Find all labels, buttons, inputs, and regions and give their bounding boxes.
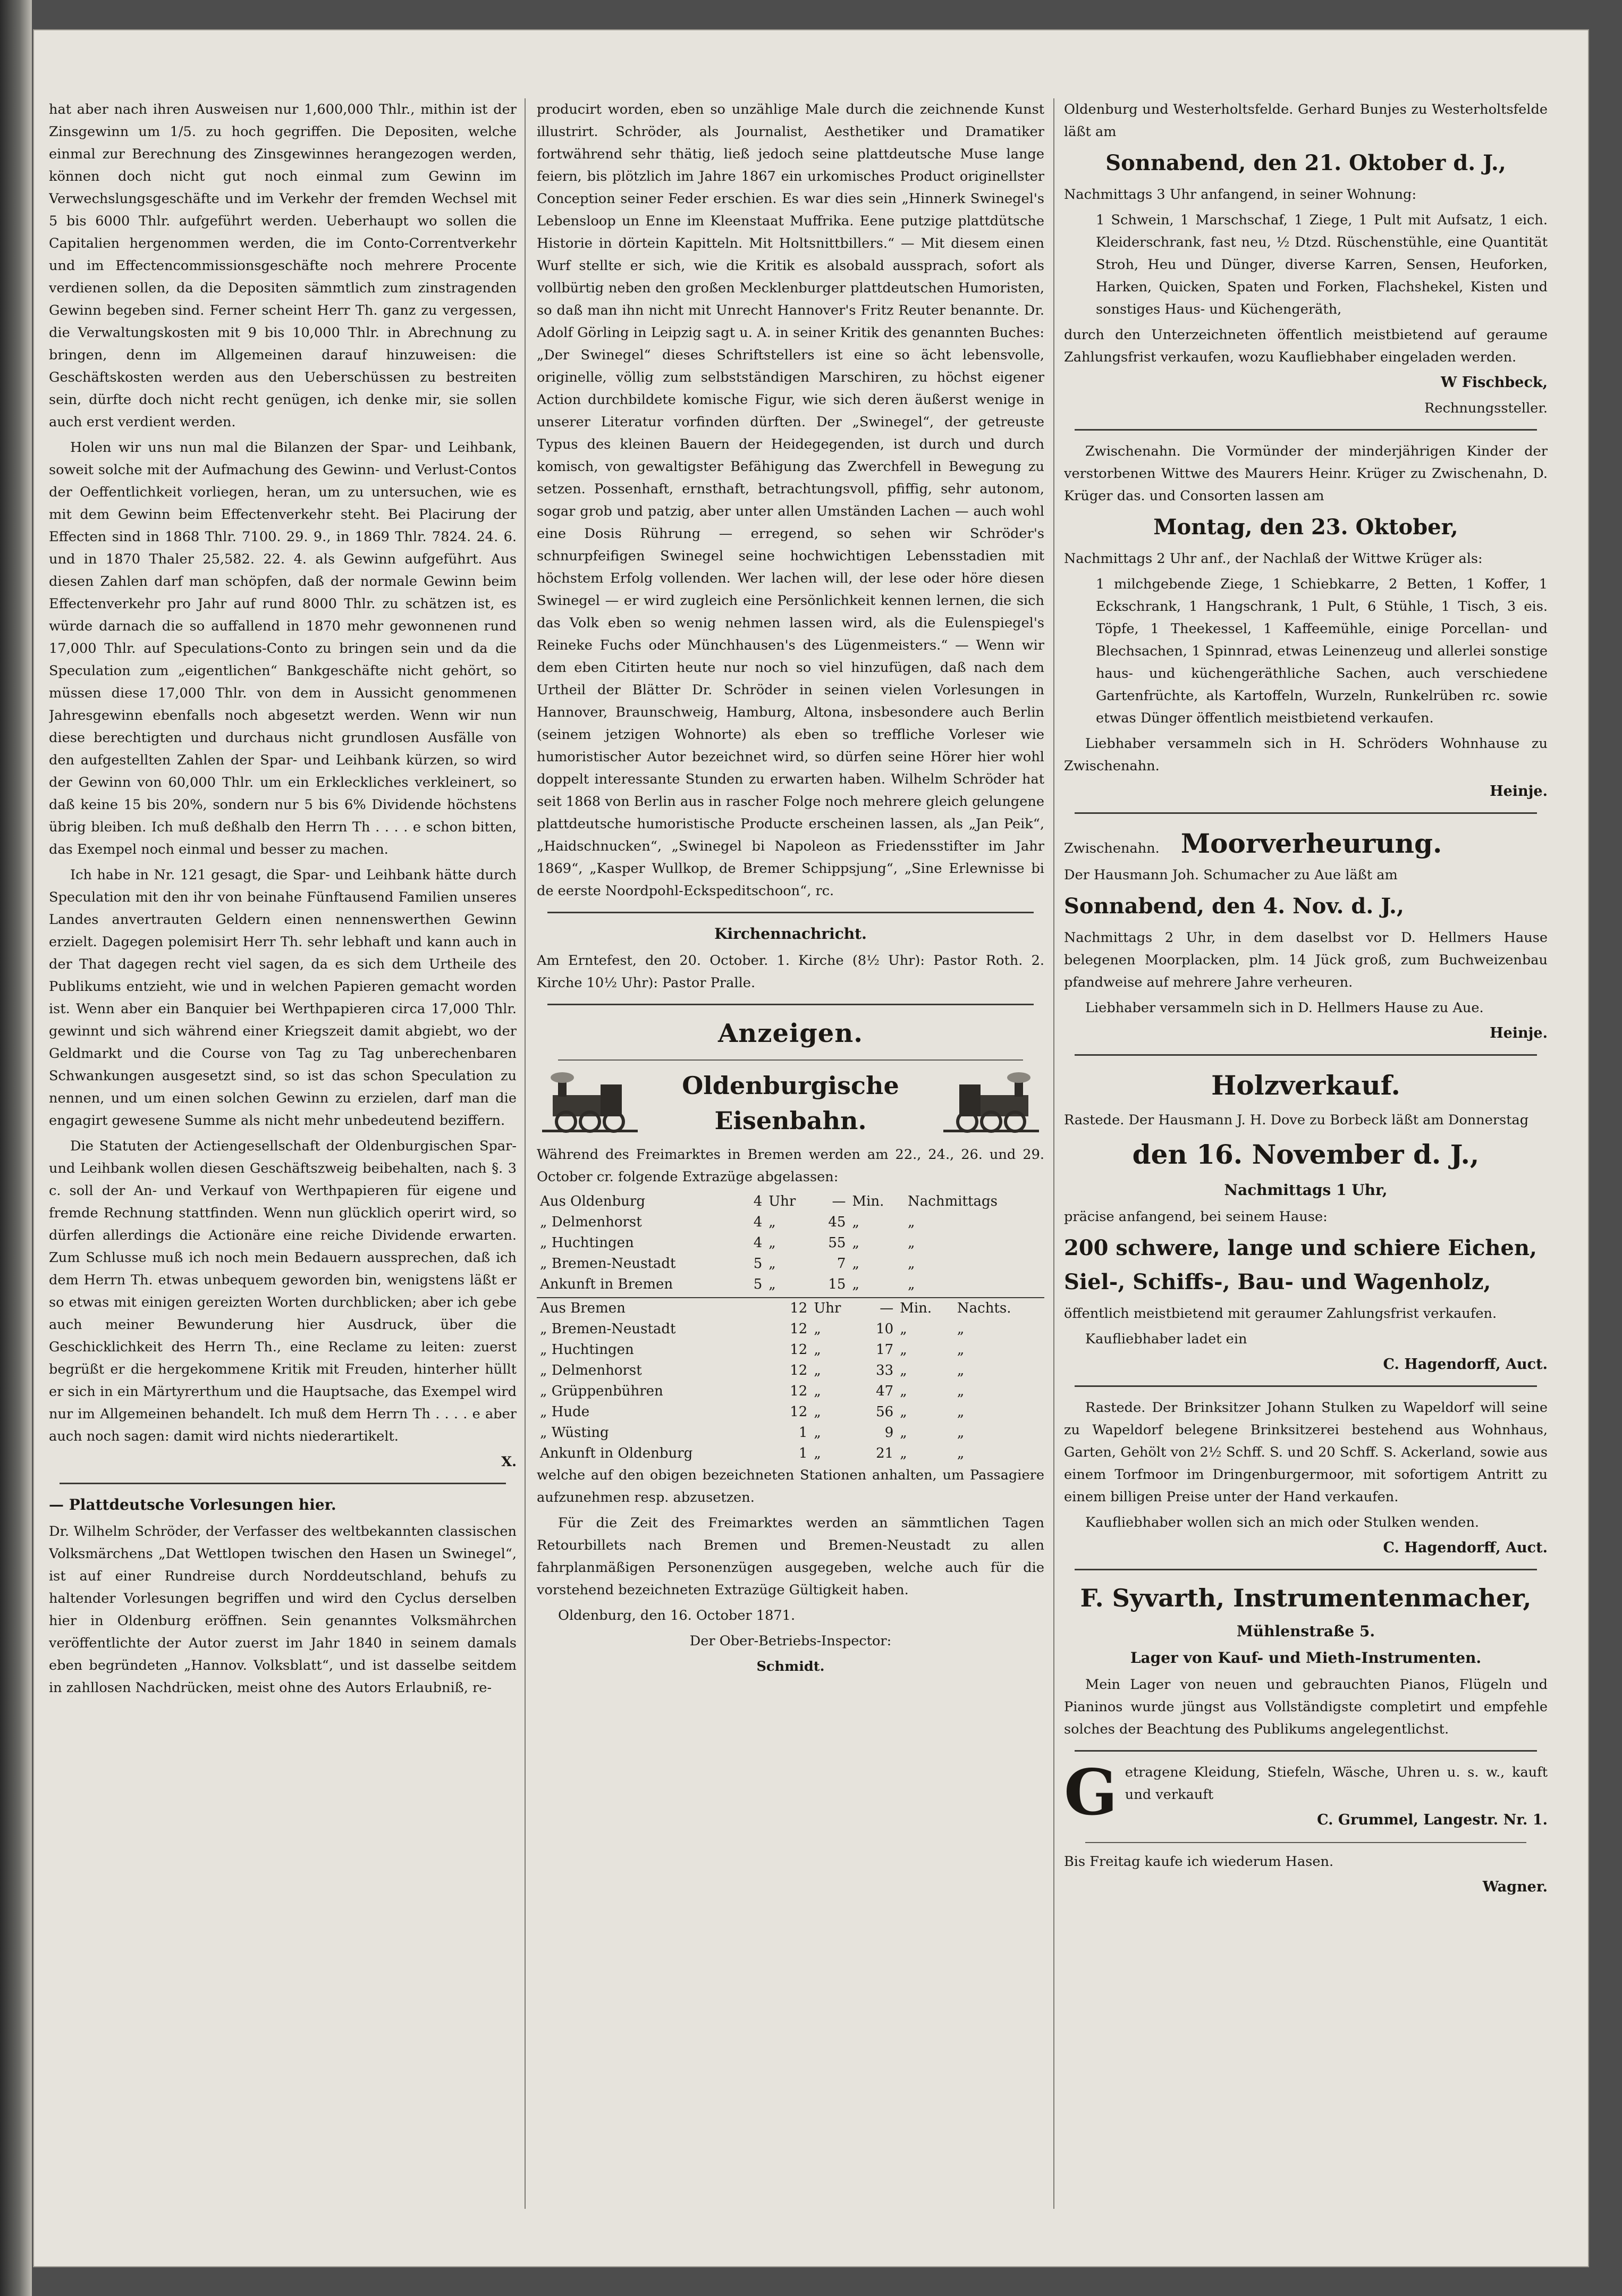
- ad-text: Bis Freitag kaufe ich wiederum Hasen.: [1064, 1854, 1334, 1870]
- station-cell: „ Grüppenbühren: [540, 1383, 663, 1399]
- ad-divider: [1075, 1385, 1537, 1387]
- timetable-row: [537, 1402, 1044, 1423]
- ad-divider: [1075, 1750, 1537, 1752]
- time-cell: „: [768, 1214, 776, 1230]
- article-paragraph: producirt worden, eben so unzählige Male durch die zeichnende Kunst illustrirt. Schröder, als Journalist, Aesthetiker und Dramatiker fortwährend sehr thätig, ließ jedoch seine plattdeutsche Muse lange feiern, bis plötzlich im Jahre 1867 ein urkomisches Product originellster Conception seiner Feder erschien. Es war dies sein „Hinnerk Swinegel's Lebensloop un Enne im Kleenstaat Muffrika. Eene putzige plattdütsche Historie in dörtein Kapitteln. Mit Holtsnittbillers.“ — Mit diesem einen Wurf stellte er sich, wie die Kritik es alsobald aussprach, sofort als vollbürtig neben den großen Mecklenburger plattdeutschen Humoristen, so daß man ihn nicht mit Unrecht Hannover's Fritz Reuter benannte. Dr. Adolf Görling in Leipzig sagt u. A. in seiner Kritik des genannten Buches: „Der Swinegel“ dieses Schriftstellers ist eine so ächt lebensvolle, originelle, völlig zum selbstständigen Marschiren, zu höchst eigener Action durchbildete komische Figur, wie sich deren äußerst wenige in unserer Literatur vorfinden dürften. Der „Swinegel“, der getreuste Typus des kleinen Bauern der Heidegegenden, ist durch und durch komisch, von gewaltigster Befähigung das Zwerchfell in Bewegung zu setzen. Possenhaft, ernsthaft, betrachtungsvoll, pfiffig, sehr autonom, sogar grob und patzig, aber unter allen Umständen Lachen — auch wohl eine Dosis Rührung — erregend, so sehen wir Schröder's schnurpfeifigen Swinegel seine hochwichtigen Lebensstadien mit höchstem Erfolg vollenden. Wer lachen will, der lese oder höre diesen Swinegel — er wird zugleich eine Persönlichkeit kennen lernen, die sich das Volk eben so wenig nehmen lassen wird, als die Eulenspiegel's Reineke Fuchs oder Münchhausen's des Lügenmeisters.“ — Wenn wir dem eben Citirten heute nur noch so viel hinzufügen, daß nach dem Urtheil der Blätter Dr. Schröder in seinen vielen Vorlesungen in Hannover, Braunschweig, Hamburg, Altona, insbesondere auch Berlin (seinem jetzigen Wohnorte) als eben so treffliche Vorleser wie humoristischer Autor bezeichnet wird, so dürfen seine Hörer hier wohl doppelt interessante Stunden zu erwarten haben. Wilhelm Schröder hat seit 1868 von Berlin aus in rascher Folge noch mehrere gleich gelungene plattdeutsche humoristische Producte erscheinen lassen, als „Jan Peik“, „Haidschnucken“, „Swinegel bi Napoleon as Friedensstifter im Jahr 1869“, „Kasper Wullkop, de Bremer Schippsjung“, „Sine Erlewnisse bi de eerste Noordpohl-Eckspeditschoon“, rc.: [537, 102, 1044, 899]
- time-cell: 15: [828, 1276, 846, 1292]
- station-cell: Ankunft in Oldenburg: [540, 1445, 693, 1461]
- ad-divider: [1075, 429, 1537, 431]
- ad-date: Sonnabend, den 21. Oktober d. J.,: [1105, 150, 1506, 175]
- ad-divider: [1075, 812, 1537, 814]
- time-cell: „: [957, 1321, 965, 1337]
- ad-signature: W Fischbeck,: [1440, 374, 1548, 391]
- ad-signature: Wagner.: [1482, 1879, 1548, 1895]
- ad-items: 200 schwere, lange und schiere Eichen, Siel-, Schiffs-, Bau- und Wagenholz,: [1064, 1235, 1537, 1294]
- time-cell: 21: [876, 1445, 894, 1461]
- ad-text: präcise anfangend, bei seinem Hause:: [1064, 1209, 1328, 1225]
- time-cell: „: [957, 1342, 965, 1358]
- article-paragraph: Dr. Wilhelm Schröder, der Verfasser des weltbekannten classischen Volksmärchens „Dat Wettlopen twischen den Hasen un Swinegel“, ist auf einer Rundreise durch Norddeutschland, behufs zu haltender Vorlesungen begriffen und wird den Cyclus derselben hier in Oldenburg eröffnen. Sein genanntes Volksmährchen veröffentlichte der Autor zuerst im Jahr 1840 in seinem damals eben begründeten „Hannov. Volksblatt“, und ist dasselbe seitdem in zahllosen Nachdrücken, meist ohne des Autors Erlaubniß, re-: [49, 1524, 517, 1696]
- time-cell: „: [852, 1276, 859, 1292]
- ad-divider: [1075, 1569, 1537, 1570]
- locomotive-icon: [938, 1071, 1044, 1135]
- time-cell: Min.: [897, 1298, 954, 1319]
- time-cell: Min.: [852, 1193, 884, 1209]
- time-cell: 33: [876, 1363, 894, 1378]
- station-cell: „ Huchtingen: [540, 1342, 634, 1358]
- time-cell: „: [768, 1235, 776, 1251]
- ad-text: durch den Unterzeichneten öffentlich meistbietend auf geraume Zahlungsfrist verkaufen, wozu Kaufliebhaber eingeladen werden.: [1064, 327, 1548, 365]
- time-cell: „: [814, 1425, 821, 1441]
- station-cell: „ Wüsting: [540, 1425, 609, 1441]
- station-cell: „ Bremen-Neustadt: [540, 1321, 676, 1337]
- time-cell: 12: [790, 1383, 808, 1399]
- ad-date: Montag, den 23. Oktober,: [1153, 515, 1458, 540]
- time-cell: „: [957, 1363, 965, 1378]
- railway-intro: Während des Freimarktes in Bremen werden am 22., 24., 26. und 29. October cr. folgende Extrazüge abgelassen:: [537, 1147, 1044, 1185]
- ad-items: 1 Schwein, 1 Marschschaf, 1 Ziege, 1 Pult mit Aufsatz, 1 eich. Kleiderschrank, fast neu, ½ Dtzd. Rüschenstühle, eine Quantität Stroh, Heu und Dünger, diverse Karren, Sensen, Heuforken, Harken, Quicken, Spaten und Forken, Flachshekel, Kisten und sonstiges Haus- und Küchengeräth,: [1096, 212, 1548, 317]
- church-notice-title: Kirchennachricht.: [714, 925, 867, 943]
- column-rule: [525, 98, 526, 2209]
- station-cell: Aus Oldenburg: [540, 1193, 645, 1209]
- section-divider: [558, 1059, 1023, 1061]
- timetable-row: [537, 1274, 1044, 1295]
- locomotive-icon: [537, 1071, 643, 1135]
- ad-text: Kaufliebhaber ladet ein: [1085, 1331, 1247, 1347]
- article-signature: X.: [501, 1454, 517, 1470]
- column-left: [49, 98, 517, 2209]
- time-cell: „: [814, 1404, 821, 1420]
- ad-text: etragene Kleidung, Stiefeln, Wäsche, Uhren u. s. w., kauft und verkauft: [1125, 1764, 1548, 1803]
- time-cell: Uhr: [768, 1193, 796, 1209]
- timetable-row: [537, 1298, 1044, 1319]
- ad-signature-role: Rechnungssteller.: [1424, 400, 1548, 416]
- time-cell: „: [814, 1445, 821, 1461]
- time-cell: 9: [884, 1425, 894, 1441]
- time-cell: „: [957, 1425, 965, 1441]
- ad-text: Zwischenahn. Die Vormünder der minderjährigen Kinder der verstorbenen Wittwe des Maurers Heinr. Krüger zu Zwischenahn, D. Krüger das. und Consorten lassen am: [1064, 443, 1548, 504]
- time-cell: „: [852, 1214, 859, 1230]
- time-cell: —: [832, 1193, 846, 1209]
- time-cell: Nachts.: [954, 1298, 1044, 1319]
- time-cell: 12: [790, 1342, 808, 1358]
- time-cell: „: [814, 1383, 821, 1399]
- ad-divider: [1075, 1054, 1537, 1056]
- time-cell: 7: [837, 1256, 846, 1272]
- time-cell: „: [957, 1383, 965, 1399]
- station-cell: „ Hude: [540, 1404, 590, 1420]
- ad-text: Mein Lager von neuen und gebrauchten Pianos, Flügeln und Pianinos wurde jüngst aus Vollständigste completirt und empfehle solches der Beachtung des Publikums angelegentlichst.: [1064, 1677, 1548, 1737]
- ad-text: Nachmittags 2 Uhr, in dem daselbst vor D. Hellmers Hause belegenen Moorplacken, plm. 14 Jück groß, zum Buchweizenbau pfandweise auf mehrere Jahre verheuren.: [1064, 930, 1548, 990]
- ad-text: Rastede. Der Hausmann J. H. Dove zu Borbeck läßt am Donnerstag: [1064, 1112, 1529, 1128]
- timetable-row: [537, 1319, 1044, 1340]
- ad-time: Nachmittags 1 Uhr,: [1224, 1181, 1388, 1199]
- timetable-row: [537, 1360, 1044, 1381]
- timetable-return: [537, 1297, 1044, 1464]
- time-cell: „: [852, 1235, 859, 1251]
- time-cell: „: [957, 1445, 965, 1461]
- time-cell: 56: [876, 1404, 894, 1420]
- station-cell: „ Delmenhorst: [540, 1214, 642, 1230]
- time-cell: 47: [876, 1383, 894, 1399]
- ad-items: 1 milchgebende Ziege, 1 Schiebkarre, 2 Betten, 1 Koffer, 1 Eckschrank, 1 Hangschrank, 1 Pult, 6 Stühle, 1 Tisch, 3 eis. Töpfe, 1 Theekessel, 1 Kaffeemühle, einige Porcellan- und Blechsachen, 1 Spinnrad, etwas Leinenzeug und allerlei sonstige haus- und küchengeräthliche Sachen, auch verschiedene Gartenfrüchte, als Kartoffeln, Wurzeln, Runkelrüben rc. sowie etwas Dünger öffentlich meistbietend verkaufen.: [1096, 576, 1548, 726]
- article-paragraph: hat aber nach ihren Ausweisen nur 1,600,000 Thlr., mithin ist der Zinsgewinn um 1/5. zu hoch gegriffen. Die Depositen, welche einmal zur Berechnung des Zinsgewinnes herangezogen werden, können doch nicht gut noch einmal zum Gewinn im Verwechslungsgeschäfte und im Verkehr der fremden Wechsel mit 5 bis 6000 Thlr. aufgeführt werden. Ueberhaupt wo sollen die Capitalien hergenommen werden, die im Conto-Correntverkehr und im Effectencommissionsgeschäfte noch mehrere Procente verdienen sollen, da die Depositen sämmtlich zum zinstragenden Gewinn begeben sind. Ferner scheint Herr Th. ganz zu vergessen, die Verwaltungskosten mit 9 bis 10,000 Thlr. in Abrechnung zu bringen, denn im Allgemeinen darauf hinzuweisen: die Geschäftskosten werden aus den Ueberschüssen zu bestreiten sein, dürfte doch nicht recht genügen, ich denke mir, sie sollen auch erst verdient werden.: [49, 102, 517, 430]
- timetable-row: [537, 1423, 1044, 1443]
- ad-title: Moorverheurung.: [1180, 828, 1442, 859]
- time-cell: „: [900, 1321, 907, 1337]
- ad-subtitle: Lager von Kauf- und Mieth-Instrumenten.: [1130, 1649, 1482, 1667]
- section-divider: [547, 912, 1034, 913]
- ad-text: Der Hausmann Joh. Schumacher zu Aue läßt am: [1064, 867, 1398, 883]
- ad-text: Liebhaber versammeln sich in D. Hellmers Hause zu Aue.: [1085, 1000, 1484, 1016]
- time-cell: 5: [753, 1256, 763, 1272]
- time-cell: „: [900, 1425, 907, 1441]
- ad-heading-row: [1064, 823, 1548, 864]
- time-cell: „: [908, 1235, 915, 1251]
- time-cell: „: [768, 1256, 776, 1272]
- station-cell: Ankunft in Bremen: [540, 1276, 673, 1292]
- section-divider: [60, 1483, 506, 1484]
- ad-address: Mühlenstraße 5.: [1236, 1622, 1375, 1640]
- timetable-outbound: [537, 1191, 1044, 1295]
- time-cell: 12: [790, 1363, 808, 1378]
- time-cell: 12: [790, 1321, 808, 1337]
- station-cell: „ Huchtingen: [540, 1235, 634, 1251]
- time-cell: 4: [753, 1214, 763, 1230]
- ad-title: F. Syvarth, Instrumentenmacher,: [1080, 1584, 1532, 1612]
- ad-signature: C. Hagendorff, Auct.: [1383, 1356, 1548, 1373]
- time-cell: 5: [753, 1276, 763, 1292]
- railway-note: Für die Zeit des Freimarktes werden an sämmtlichen Tagen Retourbillets nach Bremen und Bremen-Neustadt zu allen fahrplanmäßigen Personenzügen ausgegeben, welche auch für die vorstehend bezeichneten Extrazüge Gültigkeit haben.: [537, 1515, 1044, 1598]
- time-cell: 4: [753, 1193, 763, 1209]
- timetable-row: [537, 1381, 1044, 1402]
- book-binding: [0, 0, 32, 2296]
- article-heading: — Plattdeutsche Vorlesungen hier.: [49, 1496, 336, 1513]
- church-notice-text: Am Erntefest, den 20. October. 1. Kirche (8½ Uhr): Pastor Roth. 2. Kirche 10½ Uhr): Pastor Pralle.: [537, 953, 1044, 991]
- ad-signature: Heinje.: [1490, 1025, 1548, 1041]
- railway-signature-role: Der Ober-Betriebs-Inspector:: [689, 1633, 892, 1649]
- time-cell: 17: [876, 1342, 894, 1358]
- time-cell: 1: [798, 1445, 808, 1461]
- time-cell: „: [852, 1256, 859, 1272]
- time-cell: 4: [753, 1235, 763, 1251]
- time-cell: 12: [790, 1404, 808, 1420]
- station-cell: „ Bremen-Neustadt: [540, 1256, 676, 1272]
- ad-initial: G: [1064, 1761, 1118, 1829]
- time-cell: „: [908, 1214, 915, 1230]
- ad-text: Nachmittags 2 Uhr anf., der Nachlaß der Wittwe Krüger als:: [1064, 551, 1483, 567]
- article-paragraph: Holen wir uns nun mal die Bilanzen der Spar- und Leihbank, soweit solche mit der Aufmachung des Gewinn- und Verlust-Contos der Oeffentlichkeit vorliegen, heran, um zu untersuchen, wie es mit dem Gewinn beim Effectenverkehr steht. Bei Placirung der Effecten sind in 1868 Thlr. 7100. 29. 9., in 1869 Thlr. 7824. 24. 6. und in 1870 Thaler 25,582. 22. 4. als Gewinn aufgeführt. Aus diesen Zahlen darf man schöpfen, daß der normale Gewinn beim Effectenverkehr pro Jahr auf rund 8000 Thlr. zu schätzen ist, es würde darnach die so auffallend in 1870 mehr gewonnenen rund 17,000 Thlr. auf Speculations-Conto zu bringen sein und da die Speculation zum „eigentlichen“ Bankgeschäfte nicht gehört, so müssen diese 17,000 Thlr. von dem in Aussicht genommenen Jahresgewinn ebenfalls noch abgesetzt werden. Wenn wir nun diese berechtigten und durchaus nicht grundlosen Ausfälle von den aufgestellten Zahlen der Spar- und Leihbank kürzen, so wird der Gewinn von 60,000 Thlr. um ein Erkleckliches verkleinert, so daß keine 15 bis 20%, sondern nur 5 bis 6% Dividende höchstens übrig bleiben. Ich muß deßhalb den Herrn Th . . . . e schon bitten, das Exempel noch einmal und besser zu machen.: [49, 440, 517, 857]
- column-rule: [1053, 98, 1054, 2209]
- time-cell: 1: [798, 1425, 808, 1441]
- time-cell: —: [861, 1298, 897, 1319]
- timetable-row: [537, 1191, 1044, 1212]
- ad-signature: C. Grummel, Langestr. Nr. 1.: [1317, 1812, 1548, 1828]
- ad-text: Oldenburg und Westerholtsfelde. Gerhard Bunjes zu Westerholtsfelde läßt am: [1064, 102, 1548, 140]
- time-cell: „: [900, 1404, 907, 1420]
- time-cell: „: [900, 1342, 907, 1358]
- ad-text: öffentlich meistbietend mit geraumer Zahlungsfrist verkaufen.: [1064, 1306, 1497, 1322]
- advertisements-heading: Anzeigen.: [718, 1019, 863, 1048]
- time-cell: „: [900, 1445, 907, 1461]
- ad-place: Zwischenahn.: [1064, 840, 1160, 856]
- time-cell: „: [900, 1363, 907, 1378]
- timetable-row: [537, 1233, 1044, 1254]
- railway-header: [537, 1068, 1044, 1138]
- time-cell: Nachmittags: [908, 1193, 998, 1209]
- timetable-row: [537, 1340, 1044, 1360]
- railway-title: Oldenburgische Eisenbahn.: [682, 1071, 899, 1135]
- railway-note: welche auf den obigen bezeichneten Stationen anhalten, um Passagiere aufzunehmen resp. abzusetzen.: [537, 1467, 1044, 1506]
- ad-text: Rastede. Der Brinksitzer Johann Stulken zu Wapeldorf will seine zu Wapeldorf belegene Brinksitzerei bestehend aus Wohnhaus, Garten, Gehölt von 2½ Schff. S. und 20 Schff. S. Ackerland, sowie aus einem Torfmoor im Dringenburgermoor, mit sofortigem Antritt zu einem billigen Preise unter der Hand verkaufen.: [1064, 1400, 1548, 1505]
- time-cell: „: [768, 1276, 776, 1292]
- time-cell: „: [814, 1342, 821, 1358]
- ad-text: Liebhaber versammeln sich in H. Schröders Wohnhause zu Zwischenahn.: [1064, 736, 1548, 774]
- ad-grummel: [1064, 1761, 1548, 1835]
- station-cell: Aus Bremen: [537, 1298, 775, 1319]
- time-cell: Uhr: [810, 1298, 860, 1319]
- column-middle: [537, 98, 1044, 2209]
- column-right: [1064, 98, 1548, 2209]
- ad-divider: [1085, 1842, 1526, 1843]
- ad-text: Nachmittags 3 Uhr anfangend, in seiner Wohnung:: [1064, 187, 1417, 203]
- time-cell: „: [957, 1404, 965, 1420]
- timetable-row: [537, 1212, 1044, 1233]
- timetable-row: [537, 1254, 1044, 1274]
- ad-signature: Heinje.: [1490, 783, 1548, 800]
- article-paragraph: Ich habe in Nr. 121 gesagt, die Spar- und Leihbank hätte durch Speculation mit den ihr von beinahe Fünftausend Familien unseres Landes anvertrauten Geldern einen nennenswerthen Gewinn erzielt. Dagegen polemisirt Herr Th. sehr lebhaft und kann auch in der That dagegen recht viel sagen, da es sich dem Urtheile des Publikums entzieht, wie und in welchen Papieren gemacht worden ist. Wenn aber ein Banquier bei Werthpapieren circa 17,000 Thlr. gewinnt und sich während einer Kriegszeit damit abgiebt, wo der Geldmarkt und die Course von Tag zu Tag unberechenbaren Schwankungen ausgesetzt sind, so ist das schon Speculation zu nennen, und um einen solchen Gewinn zu erzielen, darf man die engagirt gewesene Summe als nicht mehr unbedeutend beziffern.: [49, 867, 517, 1129]
- time-cell: „: [908, 1276, 915, 1292]
- time-cell: „: [814, 1321, 821, 1337]
- time-cell: „: [814, 1363, 821, 1378]
- timetable-row: [537, 1443, 1044, 1464]
- newspaper-page: [33, 29, 1589, 2267]
- time-cell: 45: [828, 1214, 846, 1230]
- time-cell: 55: [828, 1235, 846, 1251]
- ad-date: Sonnabend, den 4. Nov. d. J.,: [1064, 894, 1404, 919]
- station-cell: „ Delmenhorst: [540, 1363, 642, 1378]
- time-cell: 12: [775, 1298, 810, 1319]
- railway-signature-name: Schmidt.: [756, 1659, 825, 1675]
- ad-signature: C. Hagendorff, Auct.: [1383, 1540, 1548, 1556]
- railway-date: Oldenburg, den 16. October 1871.: [558, 1608, 796, 1624]
- ad-date: den 16. November d. J.,: [1132, 1139, 1480, 1170]
- time-cell: „: [908, 1256, 915, 1272]
- section-divider: [547, 1004, 1034, 1005]
- ad-title: Holzverkauf.: [1211, 1070, 1400, 1101]
- article-paragraph: Die Statuten der Actiengesellschaft der Oldenburgischen Spar- und Leihbank wollen diesen Geschäftszweig beibehalten, nach §. 3 c. soll der An- und Verkauf von Werthpapieren für eigene und fremde Rechnung stattfinden. Wenn nun glücklich operirt wird, so dürfen allerdings die Actionäre eine reiche Dividende erwarten. Zum Schlusse muß ich noch mein Bedauern aussprechen, daß ich dem Herrn Th. etwas unbequem geworden bin, wenigstens läßt er so etwas mit einigen gereizten Worten durchblicken; aber ich gebe auch meiner Bewunderung hier Ausdruck, über die Geschicklichkeit des Herrn Th., eine Reclame zu leiten: zuerst begrüßt er die hergekommene Kritik mit Freuden, hinterher hüllt er sich in ein Märtyrerthum und die Hauptsache, das Exempel wird nur im Allgemeinen behandelt. Ich muß dem Herrn Th . . . . e aber auch noch sagen: damit wird nichts niederartikelt.: [49, 1138, 517, 1444]
- time-cell: „: [900, 1383, 907, 1399]
- time-cell: 10: [876, 1321, 894, 1337]
- ad-text: Kaufliebhaber wollen sich an mich oder Stulken wenden.: [1085, 1515, 1480, 1530]
